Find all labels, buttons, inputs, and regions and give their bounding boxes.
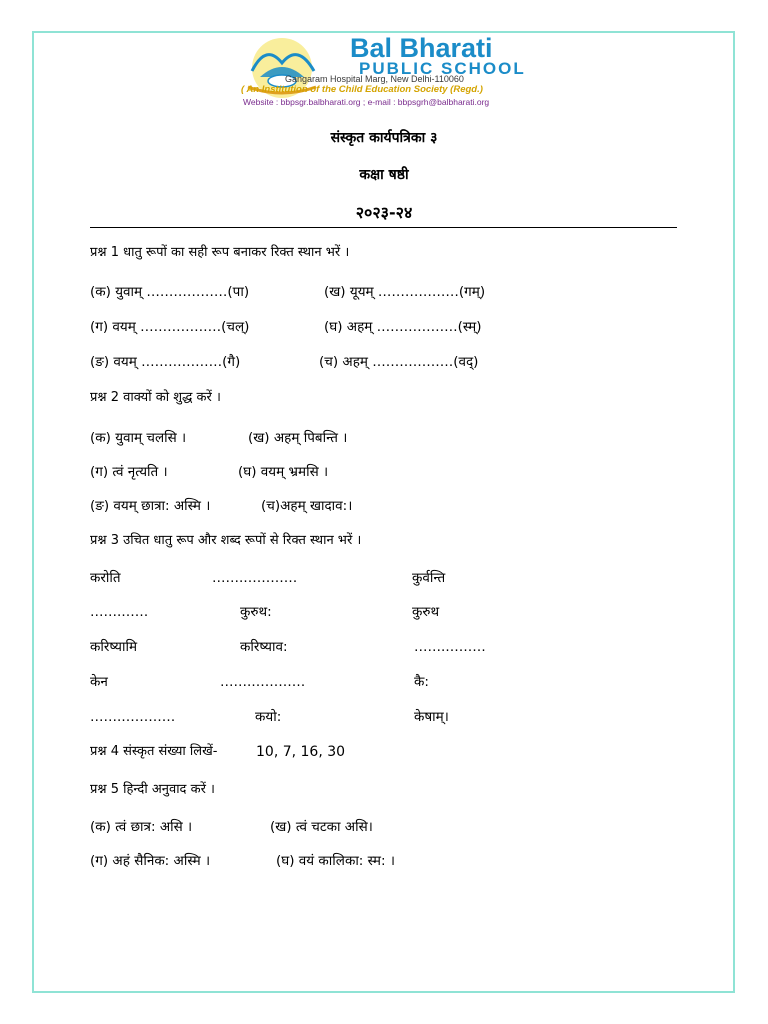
school-subtitle: PUBLIC SCHOOL	[359, 59, 526, 78]
school-address: Gangaram Hospital Marg, New Delhi-110060	[285, 74, 464, 84]
class-title: कक्षा षष्ठी	[359, 167, 409, 183]
title-divider	[90, 227, 677, 228]
q1-item: (घ) अहम् ………………(स्म्)	[324, 319, 482, 335]
q5-item: (ग) अहं सैनिक: अस्मि ।	[90, 853, 211, 869]
q3-cell: कुर्वन्ति	[412, 570, 446, 586]
q3-cell: करिष्यामि	[90, 639, 138, 655]
school-website: Website : bbpsgr.balbharati.org ; e-mail : bbpsgrh@balbharati.org	[243, 97, 490, 107]
q1-item: (ख) यूयम् ………………(गम्)	[324, 284, 486, 300]
q3-cell: …….…………	[212, 570, 298, 586]
q3-cell: करिष्याव:	[240, 639, 288, 655]
q3-cell: …….…………	[90, 709, 176, 725]
q1-item: (च) अहम् ………………(वद्)	[319, 354, 479, 370]
q3-cell: कयो:	[255, 709, 282, 725]
q1-item: (ङ) वयम् ………………(गै)	[90, 354, 241, 370]
q3-cell: करोति	[90, 570, 121, 586]
q2-item: (ख) अहम् पिबन्ति ।	[248, 430, 348, 446]
q4-prompt: प्रश्न 4 संस्कृत संख्या लिखें-	[90, 744, 218, 759]
q2-item: (च)अहम् खादाव:।	[261, 498, 353, 514]
q3-cell: …….……	[90, 604, 149, 620]
q2-prompt: प्रश्न 2 वाक्यों को शुद्ध करें ।	[90, 390, 221, 405]
q5-prompt: प्रश्न 5 हिन्दी अनुवाद करें ।	[90, 782, 215, 797]
worksheet-title: संस्कृत कार्यपत्रिका ३	[330, 130, 438, 146]
q3-cell: कुरुथ:	[240, 604, 272, 620]
school-name: Bal Bharati	[350, 33, 493, 63]
q5-item: (क) त्वं छात्र: असि ।	[90, 819, 193, 835]
q5-item: (ख) त्वं चटका असि।	[270, 819, 373, 835]
q4-numbers: 10, 7, 16, 30	[256, 744, 346, 760]
q5-item: (घ) वयं कालिका: स्म: ।	[276, 853, 395, 869]
q3-cell: केन	[90, 674, 108, 690]
q3-cell: केषाम्।	[414, 709, 449, 725]
q3-cell: कुरुथ	[412, 604, 440, 620]
q3-cell: …….…………	[220, 674, 306, 690]
school-institution: ( An Institution of the Child Education Society (Regd.)	[241, 84, 483, 95]
q2-item: (घ) वयम् भ्रमसि ।	[238, 464, 329, 480]
q2-item: (क) युवाम् चलसि ।	[90, 430, 187, 446]
q3-cell: …….………	[414, 639, 486, 655]
q2-item: (ङ) वयम् छात्रा: अस्मि ।	[90, 498, 211, 514]
q3-cell: कै:	[414, 674, 429, 690]
year-title: २०२३-२४	[355, 203, 413, 222]
q1-item: (क) युवाम् ………………(पा)	[90, 284, 250, 300]
q2-item: (ग) त्वं नृत्यति ।	[90, 464, 168, 480]
q3-prompt: प्रश्न 3 उचित धातु रूप और शब्द रूपों से रिक्त स्थान भरें ।	[90, 533, 362, 548]
q1-prompt: प्रश्न 1 धातु रूपों का सही रूप बनाकर रिक्त स्थान भरें ।	[90, 245, 350, 260]
q1-item: (ग) वयम् ………………(चल्)	[90, 319, 250, 335]
